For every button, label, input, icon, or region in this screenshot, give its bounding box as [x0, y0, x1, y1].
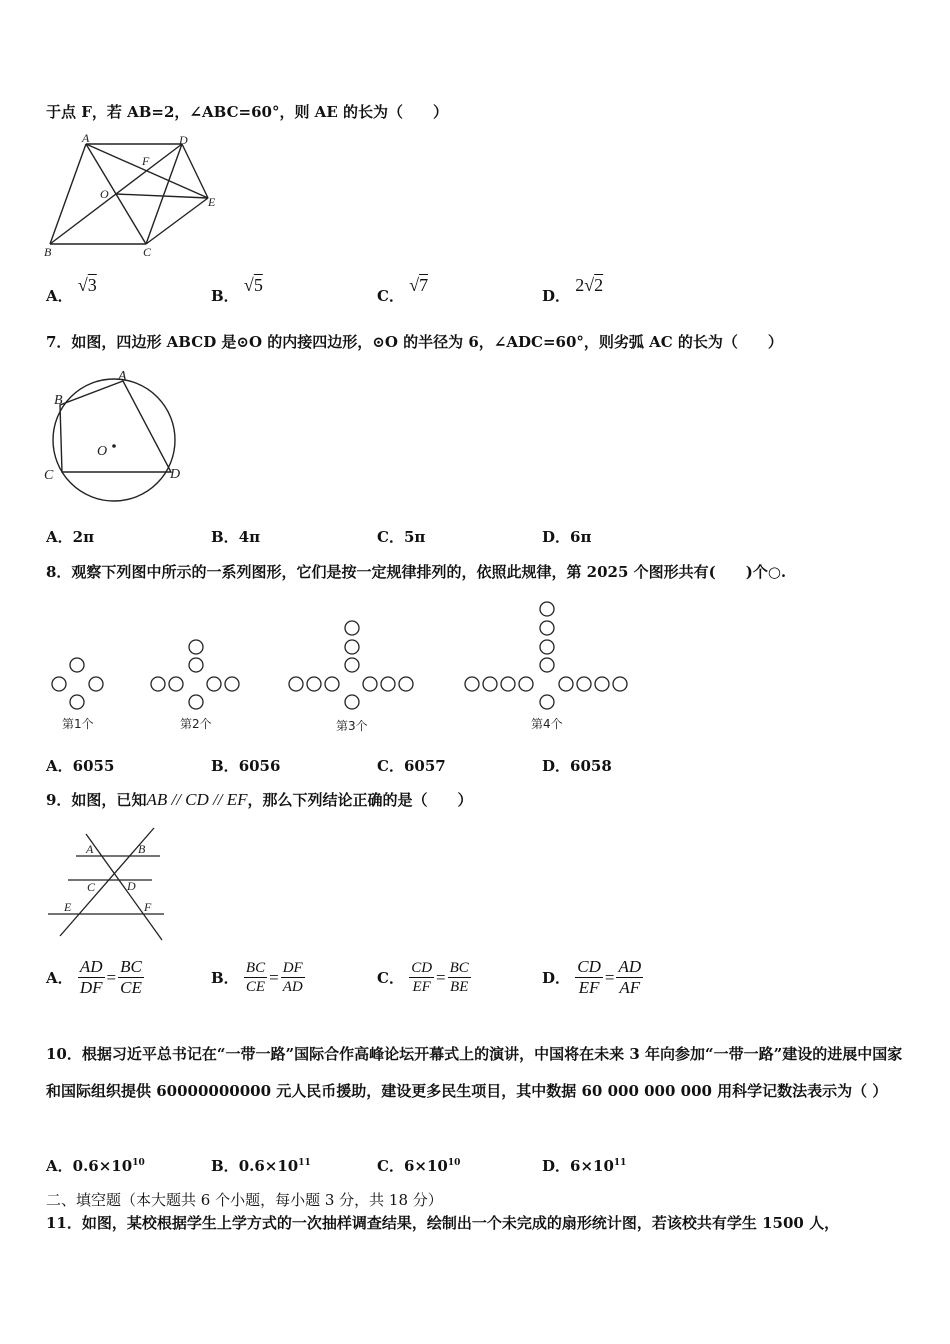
q8-option-a-text: 6055: [72, 757, 115, 775]
q9-option-b[interactable]: B． $\frac{BC}{CE}$ = $\frac{DF}{AD}$: [211, 960, 303, 995]
q9-option-a[interactable]: A． $\frac{AD}{DF}$ = $\frac{BC}{CE}$: [46, 957, 142, 997]
q7-option-a-text: 2π: [72, 528, 95, 546]
q8-option-b[interactable]: [211, 756, 280, 776]
q6-option-c[interactable]: C． √7: [377, 275, 429, 305]
q6-label-O: O: [100, 187, 109, 201]
q9-option-b-den1: CE: [245, 979, 266, 995]
q6-option-b-radicand: 5: [253, 275, 263, 295]
q6-option-c-letter: C．: [377, 287, 404, 305]
q6-label-E: E: [208, 195, 216, 209]
q9-option-a-num1: AD: [79, 957, 103, 976]
q7-stem: 7．如图，四边形 ABCD 是⊙O 的内接四边形，⊙O 的半径为 6，∠ADC=60°，则劣弧 AC 的长为（ ）: [46, 333, 783, 351]
q10-option-a-letter: A．: [46, 1157, 73, 1175]
q10-option-d-base: 6×10: [570, 1157, 614, 1175]
q8-option-c-letter: C．: [377, 757, 404, 775]
q9-option-d-den1: EF: [578, 978, 600, 997]
q9-option-c[interactable]: C． $\frac{CD}{EF}$ = $\frac{BC}{BE}$: [377, 960, 469, 995]
q8-caption-4: 第4个: [531, 717, 563, 731]
q10-option-c-letter: C．: [377, 1157, 404, 1175]
q10-option-c-exp: 10: [447, 1158, 461, 1168]
q9-stem-post: ，那么下列结论正确的是（ ）: [247, 791, 473, 809]
q8-option-b-text: 6056: [238, 757, 281, 775]
q6-label-C: C: [143, 245, 152, 259]
q7-label-C: C: [44, 468, 54, 483]
q10-option-d-exp: 11: [613, 1158, 627, 1168]
q11-stem: 11．如图，某校根据学生上学方式的一次抽样调查结果，绘制出一个未完成的扇形统计图，若该校共有学生 1500 人，: [46, 1214, 840, 1232]
q8-caption-1: 第1个: [62, 717, 94, 731]
q7-option-a[interactable]: [46, 527, 94, 547]
q6-label-F: F: [142, 154, 150, 168]
q7-option-d-text: 6π: [570, 528, 592, 546]
q9-option-c-den1: EF: [412, 979, 431, 995]
q9-option-d-num2: AD: [618, 957, 642, 976]
q6-option-a-letter: A．: [46, 287, 73, 305]
q6-option-c-radicand: 7: [419, 275, 429, 295]
q9-stem-pre: 9．如图，已知: [46, 791, 147, 809]
q10-option-b-letter: B．: [211, 1157, 239, 1175]
q10-option-d-letter: D．: [542, 1157, 571, 1175]
q9-option-c-letter: C．: [377, 968, 404, 987]
q6-option-d-letter: D．: [542, 287, 571, 305]
q7-option-c-letter: C．: [377, 528, 404, 546]
q6-label-A: A: [82, 132, 90, 145]
q6-option-d[interactable]: D． 2√2: [542, 275, 604, 305]
q6-option-a-radicand: 3: [87, 275, 97, 295]
q9-label-A: A: [86, 842, 94, 856]
q9-option-d-letter: D．: [542, 968, 571, 987]
q9-option-a-letter: A．: [46, 968, 73, 987]
q6-option-a[interactable]: A． √3: [46, 275, 97, 305]
q8-option-a[interactable]: [46, 756, 114, 776]
q7-option-a-letter: A．: [46, 528, 73, 546]
q6-option-d-radicand: 2: [594, 275, 604, 295]
q8-option-b-letter: B．: [211, 757, 239, 775]
q8-option-d[interactable]: [542, 756, 612, 776]
q6-label-B: B: [44, 245, 52, 259]
q10-option-a-base: 0.6×10: [72, 1157, 133, 1175]
q7-option-b-letter: B．: [211, 528, 239, 546]
q10-option-d[interactable]: [542, 1153, 626, 1176]
q9-label-D: D: [127, 879, 136, 893]
q8-caption-2: 第2个: [180, 717, 212, 731]
q7-option-b-text: 4π: [238, 528, 261, 546]
q8-option-d-text: 6058: [570, 757, 612, 775]
q9-option-b-den2: AD: [282, 979, 303, 995]
q7-label-O: O: [97, 444, 108, 459]
q10-option-c[interactable]: [377, 1153, 460, 1176]
q9-stem: [46, 790, 473, 810]
q8-caption-3: 第3个: [336, 719, 368, 733]
q7-label-A: A: [118, 369, 127, 384]
q9-option-a-num2: BC: [120, 957, 142, 976]
q7-option-d-letter: D．: [542, 528, 571, 546]
q7-figure: [40, 366, 190, 511]
q9-option-b-num2: DF: [282, 960, 303, 976]
q10-option-a[interactable]: [46, 1153, 145, 1176]
q10-stem: 10．根据习近平总书记在“一带一路”国际合作高峰论坛开幕式上的演讲，中国将在未来 3 年向参加“一带一路”建设的进展中国家和国际组织提供 60000000000 元人民币援助，建设更多民生项目，其中数据 60 000 000 000 用科学记数法表示为（ ）: [46, 1045, 903, 1100]
section-title: 二、填空题（本大题共 6 个小题，每小题 3 分，共 18 分）: [46, 1191, 443, 1209]
q7-label-D: D: [170, 467, 181, 482]
q6-option-d-coef: 2: [575, 275, 585, 295]
q9-option-d-den2: AF: [619, 978, 641, 997]
q9-option-b-num1: BC: [245, 960, 266, 976]
q8-stem: 8．观察下列图中所示的一系列图形，它们是按一定规律排列的，依照此规律，第 2025 个图形共有( )个○.: [46, 563, 787, 581]
q6-option-b-letter: B．: [211, 287, 239, 305]
q7-option-d[interactable]: [542, 527, 591, 547]
q9-option-c-num1: CD: [411, 960, 433, 976]
q8-figure: [40, 596, 640, 741]
q9-option-b-letter: B．: [211, 968, 239, 987]
q9-option-a-den2: CE: [120, 978, 142, 997]
q7-label-B: B: [54, 393, 63, 408]
q6-stem-tail: 于点 F，若 AB=2，∠ABC=60°，则 AE 的长为（ ）: [46, 103, 448, 121]
q6-figure: [40, 132, 230, 262]
q10-option-a-exp: 10: [132, 1158, 145, 1168]
q8-option-d-letter: D．: [542, 757, 571, 775]
q9-label-E: E: [64, 900, 72, 914]
q9-option-a-den1: DF: [79, 978, 103, 997]
q9-option-c-num2: BC: [449, 960, 469, 976]
q9-option-c-den2: BE: [450, 979, 469, 995]
q10-option-c-base: 6×10: [403, 1157, 448, 1175]
q9-option-d[interactable]: D． $\frac{CD}{EF}$ = $\frac{AD}{AF}$: [542, 957, 642, 997]
q9-label-C: C: [87, 880, 96, 894]
q7-option-c[interactable]: [377, 527, 425, 547]
q9-option-d-num1: CD: [577, 957, 601, 976]
q8-option-c[interactable]: [377, 756, 446, 776]
q6-option-b[interactable]: B． √5: [211, 275, 263, 305]
q10-option-b-base: 0.6×10: [238, 1157, 299, 1175]
q9-label-B: B: [138, 842, 146, 856]
q10-option-b-exp: 11: [298, 1158, 311, 1168]
q7-option-b[interactable]: [211, 527, 260, 547]
q7-option-c-text: 5π: [403, 528, 426, 546]
q8-option-c-text: 6057: [403, 757, 446, 775]
q9-figure: [40, 822, 175, 942]
q9-label-F: F: [144, 900, 152, 914]
q9-stem-math: AB // CD // EF: [146, 790, 248, 809]
q6-label-D: D: [179, 133, 188, 147]
q8-option-a-letter: A．: [46, 757, 73, 775]
q10-option-b[interactable]: [211, 1153, 311, 1176]
